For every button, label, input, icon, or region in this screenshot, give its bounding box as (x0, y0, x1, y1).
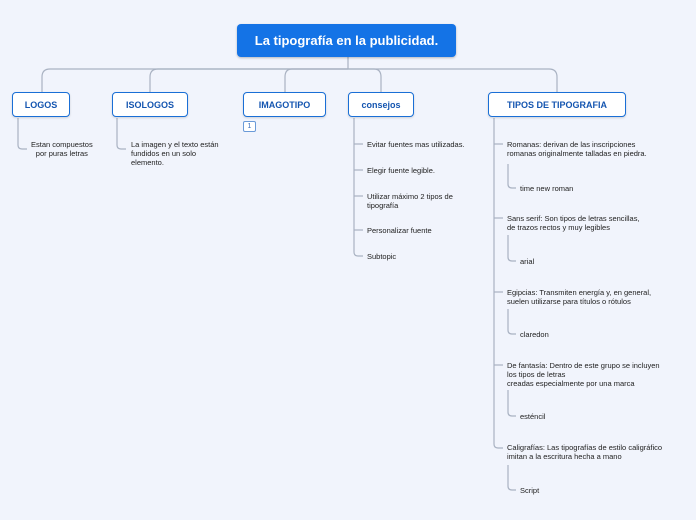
text-line: creadas especialmente por una marca (507, 379, 635, 388)
tipo-item-sans-serif[interactable] (507, 214, 640, 232)
connector-tipos-trunk (494, 118, 503, 448)
text-line: Caligrafías: Las tipografías de estilo caligráfico (507, 443, 663, 452)
connector-imagotipo (285, 69, 348, 92)
connector-example-1 (508, 164, 516, 188)
connector-consejos (348, 69, 381, 92)
tipo-example[interactable]: time new roman (520, 184, 574, 193)
topic-tipos-de-tipografia[interactable]: TIPOS DE TIPOGRAFIA (488, 92, 626, 117)
tipo-item-romanas[interactable] (507, 140, 647, 158)
topic-imagotipo[interactable]: IMAGOTIPO (243, 92, 326, 117)
text-line: Estan compuestos (31, 140, 93, 149)
connector-isologos (150, 69, 348, 92)
tipo-item-egipcias[interactable] (507, 288, 651, 306)
logos-description[interactable] (31, 140, 93, 158)
consejo-item[interactable] (367, 252, 396, 261)
connector-tipos (348, 69, 557, 92)
consejo-item[interactable] (367, 140, 465, 149)
text-line: romanas originalmente talladas en piedra. (507, 149, 647, 158)
text-line: los tipos de letras (507, 370, 566, 379)
text-line: Sans serif: Son tipos de letras sencillas, (507, 214, 640, 223)
topic-consejos[interactable]: consejos (348, 92, 414, 117)
text-line: La imagen y el texto están (131, 140, 219, 149)
text-line: Utilizar máximo 2 tipos de (367, 192, 453, 201)
consejo-item[interactable] (367, 192, 453, 210)
text-line: De fantasía: Dentro de este grupo se incluyen (507, 361, 660, 370)
text-line: de trazos rectos y muy legibles (507, 223, 610, 232)
isologos-description[interactable] (131, 140, 219, 167)
text-line: Evitar fuentes mas utilizadas. (367, 140, 465, 149)
text-line: imitan a la escritura hecha a mano (507, 452, 622, 461)
connector-example-3 (508, 309, 516, 334)
root-topic[interactable]: La tipografía en la publicidad. (237, 24, 456, 57)
text-line: suelen utilizarse para títulos o rótulos (507, 297, 631, 306)
tipo-item-caligrafias[interactable] (507, 443, 662, 461)
attachment-count-badge[interactable]: 1 (243, 121, 256, 132)
text-line: Egipcias: Transmiten energía y, en general, (507, 288, 652, 297)
tipo-example[interactable]: esténcil (520, 412, 546, 421)
tipo-example[interactable]: arial (520, 257, 535, 266)
text-line: Personalizar fuente (367, 226, 432, 235)
text-line: Subtopic (367, 252, 397, 261)
consejo-item[interactable] (367, 166, 435, 175)
consejo-item[interactable] (367, 226, 432, 235)
connector-isologos-desc (117, 118, 126, 149)
text-line: Elegir fuente legible. (367, 166, 435, 175)
text-line: fundidos en un solo (131, 149, 197, 158)
topic-logos[interactable]: LOGOS (12, 92, 70, 117)
connector-example-4 (508, 390, 516, 416)
connector-logos (42, 69, 348, 92)
tipo-example[interactable]: claredon (520, 330, 549, 339)
text-line: Romanas: derivan de las inscripciones (507, 140, 636, 149)
text-line: por puras letras (35, 149, 88, 158)
text-line: tipografía (367, 201, 399, 210)
connector-logos-desc (18, 118, 27, 149)
topic-isologos[interactable]: ISOLOGOS (112, 92, 188, 117)
tipo-example[interactable]: Script (520, 486, 540, 495)
text-line: elemento. (131, 158, 164, 167)
connector-consejos-trunk (354, 118, 363, 256)
connector-example-2 (508, 235, 516, 261)
tipo-item-fantasia[interactable] (507, 361, 660, 388)
connector-example-5 (508, 465, 516, 490)
